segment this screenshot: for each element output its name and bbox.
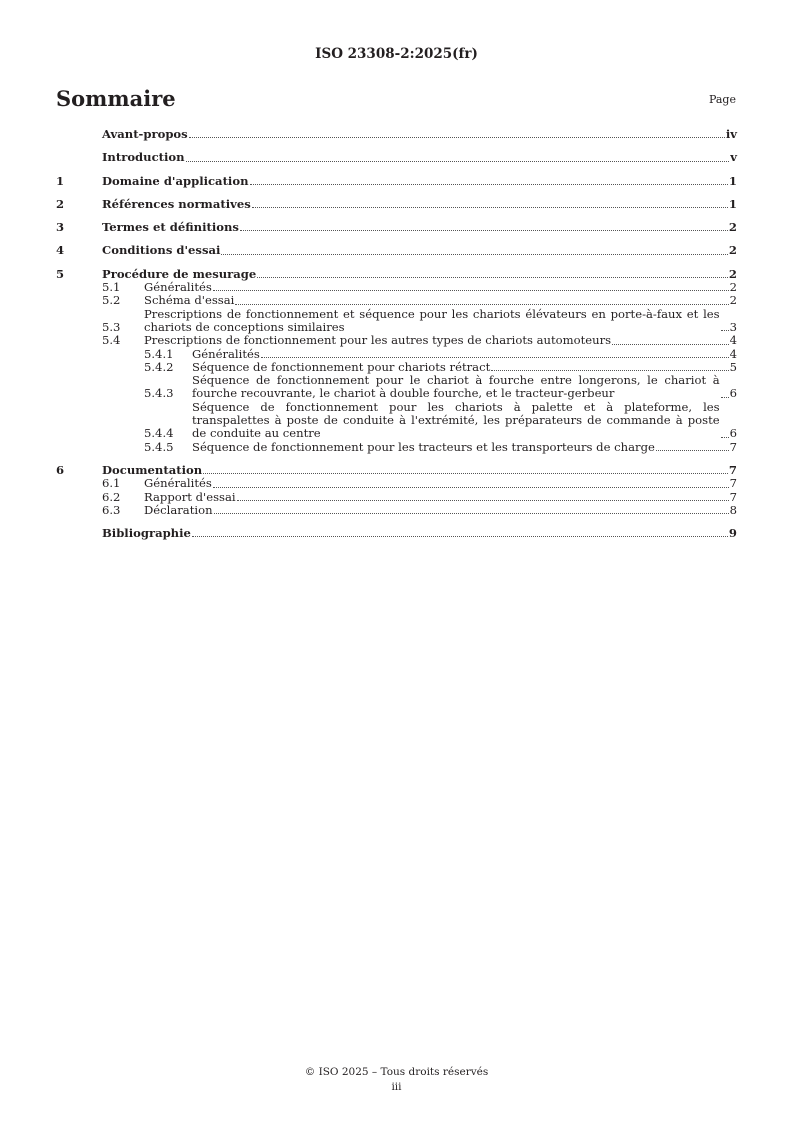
toc-entry-number: 4 [56, 243, 65, 258]
dot-leader [221, 254, 728, 255]
toc-entry-number: 5.2 [102, 293, 121, 308]
toc-entry-title: Termes et définitions [102, 220, 239, 235]
toc-entry-page: 5 [729, 359, 737, 374]
toc-entry-page: 8 [729, 502, 737, 517]
toc-entry[interactable] [56, 268, 737, 281]
toc-entry-number: 5 [56, 266, 65, 281]
copyright-notice: © ISO 2025 – Tous droits réservés [304, 1066, 489, 1078]
toc-entry[interactable] [56, 527, 737, 540]
toc-entry-page: 2 [728, 266, 737, 281]
dot-leader [721, 437, 729, 438]
toc-entry-number: 6.2 [102, 489, 121, 504]
toc-entry-title: Domaine d'application [102, 173, 249, 188]
toc-entry-page: 9 [728, 526, 737, 541]
dot-leader [237, 500, 729, 501]
toc-entry[interactable] [56, 128, 737, 141]
dot-leader [491, 370, 728, 371]
dot-leader [656, 450, 729, 451]
toc-entry[interactable] [56, 504, 737, 517]
toc-entry-page: 3 [729, 319, 737, 334]
toc-entry[interactable] [56, 198, 737, 211]
toc-entry-page: 4 [729, 346, 737, 361]
dot-leader [186, 161, 730, 162]
toc-entry[interactable] [56, 441, 737, 454]
dot-leader [721, 330, 729, 331]
toc-entry-page: 7 [728, 462, 737, 477]
toc-entry-number: 6 [56, 462, 65, 477]
toc-entry[interactable] [56, 464, 737, 477]
page-title: Sommaire [56, 86, 176, 111]
toc-entry-page: 4 [729, 333, 737, 348]
toc-entry-number: 1 [56, 173, 65, 188]
toc-entry-number: 5.4.1 [144, 346, 174, 361]
toc-entry[interactable] [56, 281, 737, 294]
toc-entry[interactable] [56, 361, 737, 374]
toc-entry-title: Séquence de fonctionnement pour les chariots à palette et à plateforme, les transpalettes à poste de conduite à l'extrémité, les préparateurs de commande à poste de conduite au centre [192, 399, 720, 441]
toc-entry-page: 7 [729, 439, 737, 454]
toc-entry-number: 2 [56, 196, 65, 211]
dot-leader [213, 487, 729, 488]
dot-leader [189, 137, 725, 138]
toc-entry[interactable] [56, 151, 737, 164]
toc-entry-number: 5.4.5 [144, 439, 174, 454]
toc-entry-page: 1 [728, 173, 737, 188]
toc-entry-number: 6.3 [102, 502, 121, 517]
toc-entry-page: 2 [729, 280, 737, 295]
toc-entry-number: 5.4.2 [144, 359, 174, 374]
toc-entry-number: 6.1 [102, 476, 121, 491]
toc-entry[interactable] [56, 348, 737, 361]
toc-entry-number: 5.1 [102, 280, 121, 295]
toc-entry-number: 5.4.4 [144, 426, 174, 441]
toc-entry[interactable] [56, 334, 737, 347]
toc-entry-number: 5.4 [102, 333, 121, 348]
toc-entry-title: Documentation [102, 462, 203, 477]
dot-leader [203, 473, 728, 474]
dot-leader [213, 290, 729, 291]
toc-entry-title: Conditions d'essai [102, 243, 221, 258]
dot-leader [261, 357, 729, 358]
toc-entry[interactable] [56, 491, 737, 504]
toc-entry-page: 6 [729, 386, 737, 401]
toc-entry-title: Prescriptions de fonctionnement pour les autres types de chariots automoteurs [144, 333, 612, 348]
dot-leader [235, 304, 728, 305]
dot-leader [252, 207, 728, 208]
toc-entry-page: iv [725, 127, 737, 141]
toc-entry[interactable] [56, 308, 737, 335]
toc-entry[interactable] [56, 221, 737, 234]
dot-leader [721, 397, 729, 398]
toc-entry-title: Séquence de fonctionnement pour chariots rétract [192, 359, 491, 374]
toc-entry-page: 6 [729, 426, 737, 441]
toc-entry-page: 2 [728, 220, 737, 235]
toc-entry-title: Introduction [102, 150, 185, 165]
dot-leader [612, 344, 728, 345]
toc-entry-title: Avant-propos [102, 127, 188, 141]
toc-entry-title: Séquence de fonctionnement pour les tracteurs et les transporteurs de charge [192, 439, 655, 454]
toc-entry-title: Bibliographie [102, 526, 191, 541]
toc-entry[interactable] [56, 175, 737, 188]
toc-entry-title: Déclaration [144, 502, 213, 517]
toc-entry[interactable] [56, 244, 737, 257]
toc-entry[interactable] [56, 477, 737, 490]
dot-leader [240, 230, 728, 231]
toc-entry-page: 7 [729, 489, 737, 504]
toc-entry-page: 1 [728, 196, 737, 211]
toc-entry-title: Références normatives [102, 196, 251, 211]
toc-entry-number: 5.4.3 [144, 386, 174, 401]
toc-entry-title: Schéma d'essai [144, 293, 235, 308]
dot-leader [192, 536, 728, 537]
toc-entry-number: 3 [56, 220, 65, 235]
toc-entry-title: Rapport d'essai [144, 489, 236, 504]
toc-entry-title: Généralités [144, 476, 212, 491]
dot-leader [250, 184, 728, 185]
page-footer [0, 1065, 793, 1095]
page-column-label: Page [708, 93, 736, 106]
toc-entry-title: Procédure de mesurage [102, 266, 257, 281]
toc-entry-page: v [730, 150, 737, 165]
toc-entry-page: 2 [728, 243, 737, 258]
dot-leader [257, 277, 728, 278]
table-of-contents [56, 128, 737, 540]
toc-entry-title: Prescriptions de fonctionnement et séquence pour les chariots élévateurs en porte-à-faux et les chariots de conceptions similaires [144, 306, 720, 334]
toc-entry-page: 2 [729, 293, 737, 308]
toc-entry-title: Généralités [144, 280, 212, 295]
dot-leader [214, 513, 729, 514]
toc-entry-title: Généralités [192, 346, 260, 361]
page-number: iii [391, 1081, 402, 1093]
toc-entry[interactable] [56, 294, 737, 307]
toc-entry-title: Séquence de fonctionnement pour le chariot à fourche entre longerons, le chariot à fourche recouvrante, le chariot à double fourche, et le tracteur-gerbeur [192, 373, 720, 401]
toc-entry[interactable] [56, 374, 737, 401]
toc-entry-page: 7 [729, 476, 737, 491]
document-header: ISO 23308-2:2025(fr) [315, 46, 478, 62]
toc-entry-number: 5.3 [102, 319, 121, 334]
toc-entry[interactable] [56, 401, 737, 441]
